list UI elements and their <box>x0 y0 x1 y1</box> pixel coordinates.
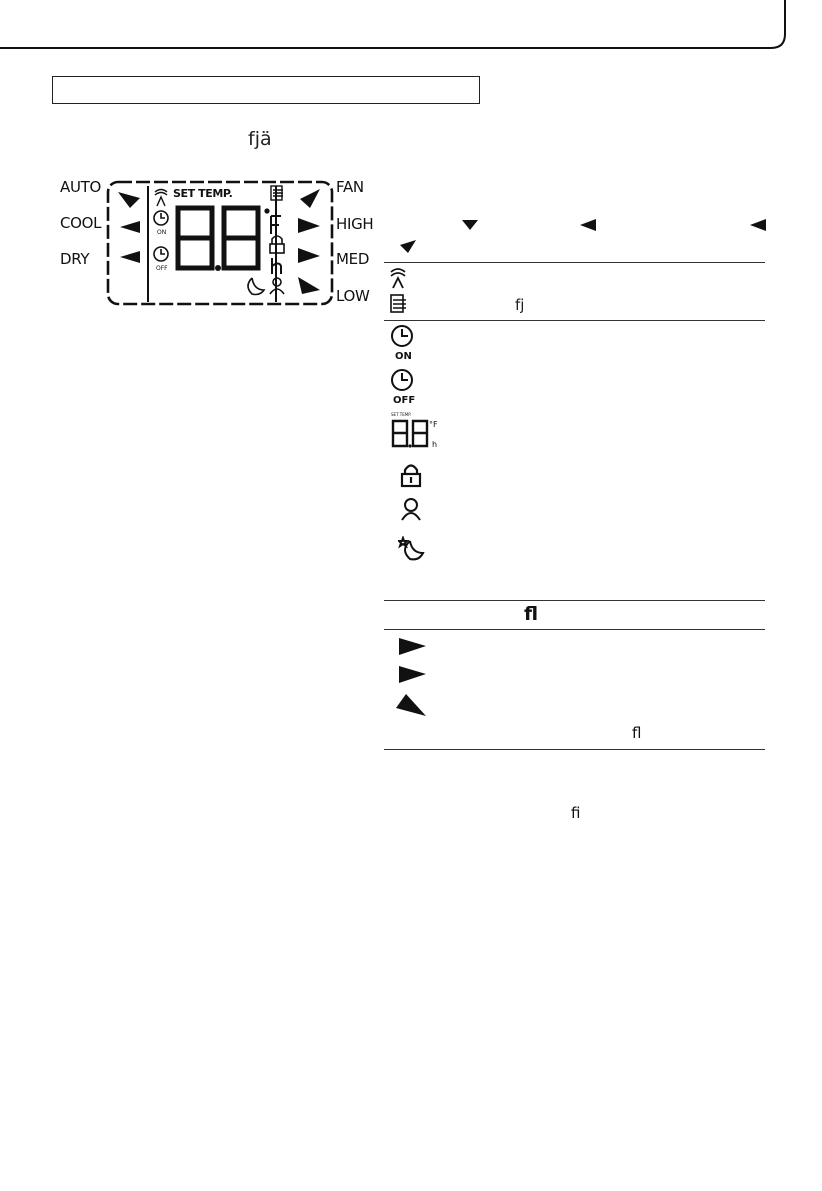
rule-1 <box>384 262 765 263</box>
auto-arrow-icon <box>118 192 140 208</box>
header-fragment: fjä <box>248 128 272 150</box>
timer-off-label: OFF <box>156 265 168 272</box>
inline-arrows <box>460 218 780 262</box>
legend-set-temp: SET TEMP. <box>391 412 412 417</box>
big-digits <box>178 208 258 268</box>
left-arrow-icon-2 <box>750 219 766 231</box>
med-arrow-icon <box>398 666 428 684</box>
cut-line <box>0 0 822 60</box>
ionizer-icon <box>390 294 408 314</box>
legend-unit-h: h <box>432 440 438 449</box>
swing-icon <box>388 266 408 290</box>
fan-label-fan: FAN <box>336 178 364 196</box>
header-box <box>52 76 480 104</box>
mode-label-cool: COOL <box>60 214 102 232</box>
timer-on-label: ON <box>157 229 167 236</box>
rule-4 <box>384 629 765 630</box>
sleep-icon <box>248 278 264 295</box>
legend-off-label: OFF <box>393 395 416 406</box>
rule-3 <box>384 600 765 601</box>
mode-label-dry: DRY <box>60 250 90 268</box>
set-temp-label: SET TEMP. <box>173 187 233 200</box>
down-arrow-icon <box>462 220 478 230</box>
med-arrow-icon <box>298 248 320 263</box>
timer-on-icon <box>154 211 168 225</box>
lock-icon <box>400 462 422 488</box>
fan-arrow-small-icon <box>400 240 420 256</box>
swing-icon <box>155 190 167 207</box>
person-icon <box>400 498 424 522</box>
high-arrow-icon <box>398 638 428 656</box>
left-arrow-icon <box>580 219 596 231</box>
timer-off-icon <box>154 247 168 261</box>
rule-2 <box>384 320 765 321</box>
legend-on-label: ON <box>395 351 412 362</box>
legend-fan-fragment: fj <box>515 296 525 314</box>
high-arrow-icon <box>298 218 320 233</box>
fan-arrow-icon <box>300 189 320 208</box>
rule-5 <box>384 749 765 750</box>
mode-label-auto: AUTO <box>60 178 102 196</box>
dry-arrow-icon <box>120 251 140 263</box>
bottom-fragment: fi <box>571 804 581 822</box>
low-arrow-icon <box>298 277 320 294</box>
fan-heading-fragment: fl <box>524 603 539 625</box>
timer-off-icon <box>390 368 416 394</box>
fan-footer-fragment: fl <box>632 724 642 742</box>
sleep-icon <box>398 536 426 562</box>
fan-label-med: MED <box>336 250 370 268</box>
low-arrow-icon <box>396 694 428 718</box>
timer-on-icon <box>390 324 416 350</box>
legend-unit-f: °F <box>429 420 438 429</box>
cool-arrow-icon <box>120 221 140 233</box>
fan-label-high: HIGH <box>336 215 374 233</box>
fan-label-low: LOW <box>336 287 370 305</box>
